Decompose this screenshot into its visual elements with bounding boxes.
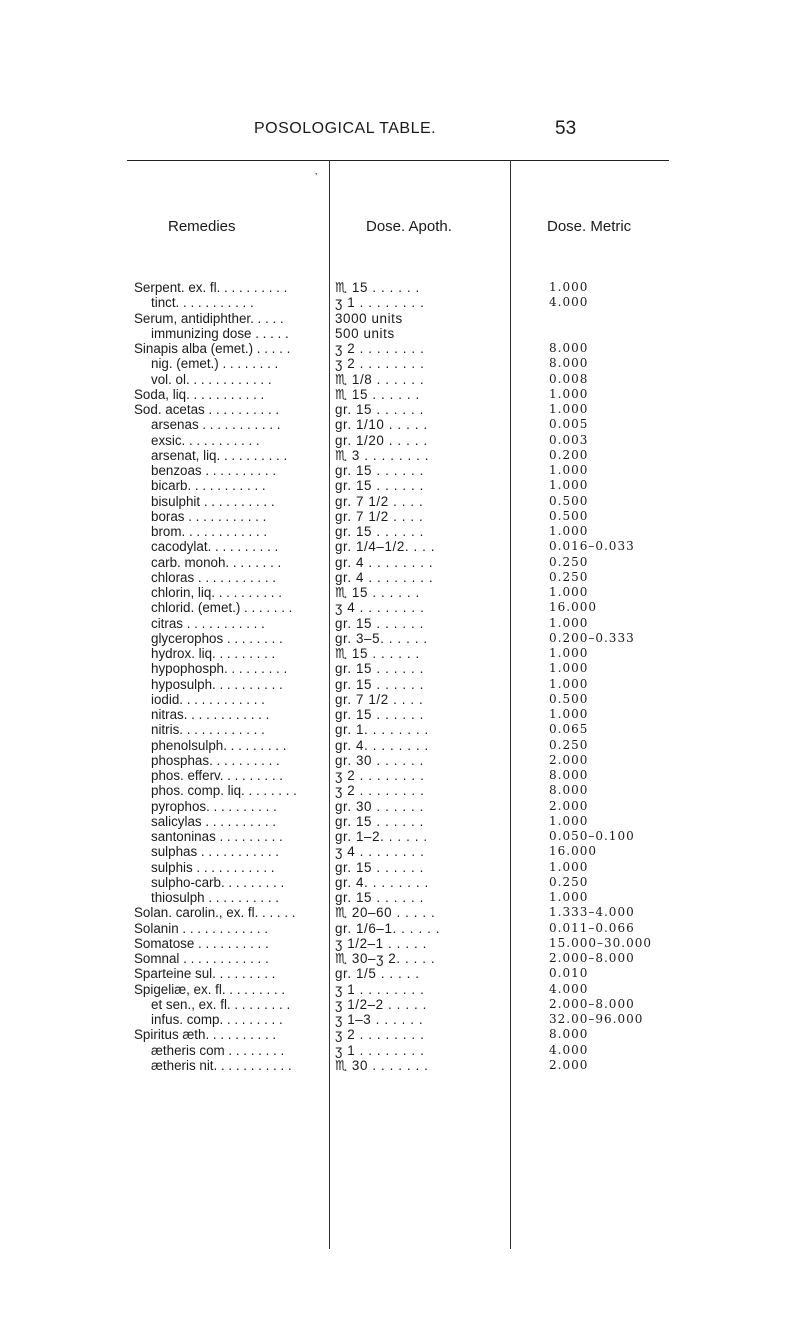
remedy-name: hyposulph. . . . . . . . . . — [151, 676, 283, 692]
dose-apoth: gr. 30 . . . . . . — [335, 798, 424, 814]
remedy-name: sulpho-carb. . . . . . . . . — [151, 874, 285, 890]
dose-metric: 0.016–0.033 — [549, 539, 635, 554]
table-row — [0, 936, 800, 951]
remedy-name: bisulphit . . . . . . . . . . — [151, 493, 275, 509]
dose-apoth: gr. 1/20 . . . . . — [335, 432, 428, 448]
table-row — [0, 799, 800, 814]
dose-apoth: gr. 4. . . . . . . . — [335, 874, 429, 890]
remedy-name: phos. comp. liq. . . . . . . . — [151, 783, 297, 799]
table-row — [0, 905, 800, 920]
dose-apoth: ʒ 1–3 . . . . . . — [335, 1012, 424, 1027]
table-row — [0, 433, 800, 448]
dose-metric: 1.000 — [549, 646, 589, 660]
dose-apoth: gr. 15 . . . . . . — [335, 859, 424, 875]
remedy-name: benzoas . . . . . . . . . . — [151, 463, 277, 478]
table-row — [0, 631, 800, 646]
table-row — [0, 311, 800, 326]
table-row — [0, 1027, 800, 1042]
table-row — [0, 570, 800, 585]
dose-metric: 1.000 — [549, 813, 589, 828]
table-row — [0, 600, 800, 615]
remedy-name: thiosulph . . . . . . . . . . — [151, 890, 280, 905]
table-row — [0, 417, 800, 432]
dose-metric: 0.050–0.100 — [549, 829, 635, 843]
table-row — [0, 768, 800, 783]
remedy-name: Somnal . . . . . . . . . . . . — [134, 951, 269, 966]
remedy-name: salicylas . . . . . . . . . . — [151, 813, 277, 829]
dose-metric: 0.008 — [549, 371, 589, 386]
remedy-name: chlorin, liq. . . . . . . . . . — [151, 585, 282, 600]
dose-metric: 4.000 — [549, 1042, 589, 1057]
table-row — [0, 585, 800, 600]
remedy-name: santoninas . . . . . . . . . — [151, 829, 283, 844]
table-row — [0, 844, 800, 859]
table-row — [0, 829, 800, 844]
remedy-name: phos. efferv. . . . . . . . . — [151, 768, 283, 783]
remedy-name: hydrox. liq. . . . . . . . . — [151, 646, 276, 661]
remedy-name: Serpent. ex. fl. . . . . . . . . . — [134, 280, 288, 295]
table-row — [0, 555, 800, 570]
table-row — [0, 966, 800, 981]
table-row — [0, 539, 800, 554]
dose-metric: 1.000 — [549, 676, 589, 691]
remedy-name: Sparteine sul. . . . . . . . . — [134, 966, 276, 982]
remedy-name: phenolsulph. . . . . . . . . — [151, 737, 287, 753]
table-row — [0, 509, 800, 524]
dose-metric: 0.250 — [549, 737, 589, 752]
dose-metric: 2.000 — [549, 752, 589, 767]
dose-metric: 15.000–30.000 — [549, 935, 652, 950]
dose-metric: 0.500 — [549, 493, 589, 508]
dose-metric: 1.000 — [549, 386, 589, 401]
table-row — [0, 722, 800, 737]
table-row — [0, 387, 800, 402]
table-row — [0, 494, 800, 509]
dose-apoth: ♏ 30 . . . . . . . — [335, 1057, 429, 1073]
dose-apoth: gr. 15 . . . . . . — [335, 615, 424, 631]
remedy-name: Sod. acetas . . . . . . . . . . — [134, 402, 280, 417]
dose-metric: 1.000 — [549, 890, 589, 904]
dose-apoth: 500 units — [335, 325, 395, 341]
table-row — [0, 478, 800, 493]
dose-metric: 2.000–8.000 — [549, 996, 635, 1011]
dose-metric: 16.000 — [549, 600, 597, 615]
table-row — [0, 951, 800, 966]
dose-metric: 2.000–8.000 — [549, 951, 635, 965]
dose-metric: 1.000 — [549, 478, 589, 493]
dose-metric: 0.500 — [549, 691, 589, 706]
dose-apoth: gr. 4 . . . . . . . . — [335, 569, 434, 585]
table-row — [0, 783, 800, 798]
remedy-name: cacodylat. . . . . . . . . . — [151, 539, 279, 555]
table-row — [0, 448, 800, 463]
table-row — [0, 814, 800, 829]
dose-metric: 1.000 — [549, 707, 589, 721]
table-body — [0, 280, 800, 1073]
column-header-remedies: Remedies — [168, 218, 236, 235]
dose-apoth: ♏ 3 . . . . . . . . — [335, 447, 430, 463]
dose-metric: 2.000 — [549, 798, 589, 813]
remedy-name: sulphas . . . . . . . . . . . — [151, 844, 280, 860]
table-row — [0, 997, 800, 1012]
table-row — [0, 875, 800, 890]
dose-apoth: gr. 15 . . . . . . — [335, 478, 424, 494]
remedy-name: nitris. . . . . . . . . . . . — [151, 722, 265, 738]
dose-apoth: ʒ 1 . . . . . . . . — [335, 981, 425, 997]
remedy-name: vol. ol. . . . . . . . . . . . — [151, 371, 272, 387]
table-row — [0, 677, 800, 692]
remedy-name: carb. monoh. . . . . . . . — [151, 554, 282, 570]
remedy-name: arsenat, liq. . . . . . . . . . — [151, 447, 288, 463]
table-row — [0, 661, 800, 676]
table-top-rule — [127, 160, 669, 161]
dose-metric: 0.010 — [549, 966, 589, 981]
table-row — [0, 982, 800, 997]
remedy-name: chlorid. (emet.) . . . . . . . — [151, 600, 293, 616]
dose-apoth: gr. 1–2. . . . . . — [335, 829, 428, 844]
table-row — [0, 738, 800, 753]
running-head — [0, 120, 800, 142]
dose-apoth: gr. 1/6–1. . . . . . — [335, 920, 441, 936]
table-row — [0, 341, 800, 356]
table-row — [0, 524, 800, 539]
remedy-name: citras . . . . . . . . . . . — [151, 615, 265, 631]
dose-apoth: gr. 1/4–1/2. . . . — [335, 539, 436, 555]
remedy-name: Serum, antidiphther. . . . . — [134, 310, 284, 326]
table-row — [0, 646, 800, 661]
dose-apoth: ʒ 2 . . . . . . . . — [335, 356, 425, 372]
dose-apoth: gr. 15 . . . . . . — [335, 402, 424, 417]
dose-metric: 0.500 — [549, 508, 589, 523]
dose-metric: 0.011–0.066 — [549, 920, 635, 935]
dose-metric: 1.000 — [549, 661, 589, 676]
dose-apoth: gr. 30 . . . . . . — [335, 752, 424, 768]
table-row — [0, 463, 800, 478]
remedy-name: Soda, liq. . . . . . . . . . . — [134, 386, 265, 402]
dose-metric: 8.000 — [549, 341, 589, 355]
dose-apoth: ♏ 15 . . . . . . — [335, 646, 420, 661]
remedy-name: bicarb. . . . . . . . . . . — [151, 478, 266, 494]
dose-metric: 1.333–4.000 — [549, 905, 635, 920]
dose-apoth: ʒ 1 . . . . . . . . — [335, 295, 425, 311]
remedy-name: nitras. . . . . . . . . . . . — [151, 707, 270, 722]
dose-apoth: gr. 3–5. . . . . . — [335, 630, 428, 646]
dose-apoth: gr. 15 . . . . . . — [335, 890, 424, 905]
dose-apoth: gr. 4 . . . . . . . . — [335, 554, 434, 570]
remedy-name: Sinapis alba (emet.) . . . . . — [134, 341, 291, 356]
dose-metric: 0.250 — [549, 569, 589, 584]
table-row — [0, 692, 800, 707]
remedy-name: nig. (emet.) . . . . . . . . — [151, 356, 279, 372]
dose-apoth: ♏ 30–ʒ 2. . . . . — [335, 951, 436, 966]
remedy-name: ætheris nit. . . . . . . . . . . — [151, 1057, 292, 1073]
dose-metric: 0.200–0.333 — [549, 630, 635, 645]
table-row — [0, 326, 800, 341]
dose-metric: 8.000 — [549, 1027, 589, 1042]
remedy-name: boras . . . . . . . . . . . — [151, 508, 267, 524]
remedy-name: ætheris com . . . . . . . . — [151, 1042, 285, 1058]
table-row — [0, 707, 800, 722]
table-row — [0, 890, 800, 905]
remedy-name: arsenas . . . . . . . . . . . — [151, 417, 281, 433]
dose-metric: 4.000 — [549, 295, 589, 310]
table-row — [0, 1058, 800, 1073]
dose-metric: 1.000 — [549, 280, 589, 294]
dose-apoth: gr. 7 1/2 . . . . — [335, 493, 424, 509]
remedy-name: immunizing dose . . . . . — [151, 325, 289, 341]
dose-metric: 0.003 — [549, 432, 589, 447]
table-row — [0, 860, 800, 875]
table-row — [0, 372, 800, 387]
dose-apoth: 3000 units — [335, 310, 403, 326]
remedy-name: chloras . . . . . . . . . . . — [151, 569, 277, 585]
dose-apoth: ʒ 4 . . . . . . . . — [335, 844, 425, 860]
dose-metric: 1.000 — [549, 859, 589, 874]
dose-metric: 2.000 — [549, 1057, 589, 1072]
remedy-name: et sen., ex. fl. . . . . . . . . — [151, 996, 291, 1012]
dose-metric: 8.000 — [549, 768, 589, 782]
dose-metric: 0.250 — [549, 874, 589, 889]
remedy-name: brom. . . . . . . . . . . . — [151, 524, 268, 539]
dose-apoth: ʒ 4 . . . . . . . . — [335, 600, 425, 616]
dose-apoth: gr. 7 1/2 . . . . — [335, 508, 424, 524]
dose-metric: 1.000 — [549, 615, 589, 630]
remedy-name: glycerophos . . . . . . . . — [151, 630, 283, 646]
remedy-name: Somatose . . . . . . . . . . — [134, 935, 269, 951]
dose-apoth: ʒ 2 . . . . . . . . — [335, 768, 425, 783]
dose-apoth: ʒ 2 . . . . . . . . — [335, 341, 425, 356]
remedy-name: iodid. . . . . . . . . . . . — [151, 691, 265, 707]
remedy-name: hypophosph. . . . . . . . . — [151, 661, 288, 677]
remedy-name: Spigeliæ, ex. fl. . . . . . . . . — [134, 981, 286, 997]
dose-metric: 32.00–96.000 — [549, 1012, 644, 1026]
dose-metric: 0.005 — [549, 417, 589, 432]
dose-apoth: gr. 15 . . . . . . — [335, 676, 424, 692]
remedy-name: infus. comp. . . . . . . . . — [151, 1012, 283, 1027]
dose-apoth: ♏ 1/8 . . . . . . — [335, 371, 425, 387]
remedy-name: Spiritus æth. . . . . . . . . . — [134, 1027, 277, 1043]
dose-metric: 4.000 — [549, 981, 589, 996]
dose-apoth: gr. 15 . . . . . . — [335, 463, 424, 478]
dose-metric: 1.000 — [549, 463, 589, 477]
table-row — [0, 295, 800, 310]
dose-apoth: gr. 15 . . . . . . — [335, 661, 424, 677]
remedy-name: sulphis . . . . . . . . . . . — [151, 859, 275, 875]
dose-metric: 1.000 — [549, 585, 589, 599]
column-header-dose-apoth: Dose. Apoth. — [366, 218, 452, 235]
dose-apoth: gr. 1. . . . . . . . — [335, 722, 429, 738]
remedy-name: Solan. carolin., ex. fl. . . . . . — [134, 905, 296, 921]
table-row — [0, 921, 800, 936]
dose-metric: 0.065 — [549, 722, 589, 737]
dose-apoth: ♏ 15 . . . . . . — [335, 386, 420, 402]
remedy-name: pyrophos. . . . . . . . . . — [151, 798, 277, 814]
dose-apoth: ʒ 1/2–2 . . . . . — [335, 996, 427, 1012]
table-row — [0, 402, 800, 417]
remedy-name: exsic. . . . . . . . . . . — [151, 432, 260, 448]
running-title: POSOLOGICAL TABLE. — [254, 120, 437, 137]
dose-metric: 1.000 — [549, 524, 589, 538]
dose-apoth: gr. 1/10 . . . . . — [335, 417, 428, 433]
dose-apoth: gr. 1/5 . . . . . — [335, 966, 420, 982]
dose-apoth: ʒ 2 . . . . . . . . — [335, 783, 425, 799]
table-row — [0, 356, 800, 371]
dose-apoth: gr. 15 . . . . . . — [335, 524, 424, 539]
table-row — [0, 1043, 800, 1058]
dose-metric: 0.200 — [549, 447, 589, 462]
dose-apoth: ♏ 15 . . . . . . — [335, 585, 420, 600]
dose-metric: 16.000 — [549, 844, 597, 859]
dose-metric: 1.000 — [549, 402, 589, 416]
remedy-name: phosphas. . . . . . . . . . — [151, 752, 280, 768]
table-row — [0, 753, 800, 768]
dose-metric: 8.000 — [549, 783, 589, 798]
dose-apoth: gr. 7 1/2 . . . . — [335, 691, 424, 707]
dose-apoth: ʒ 2 . . . . . . . . — [335, 1027, 425, 1043]
dose-apoth: gr. 15 . . . . . . — [335, 813, 424, 829]
dose-metric: 0.250 — [549, 554, 589, 569]
table-row — [0, 616, 800, 631]
dose-apoth: ʒ 1/2–1 . . . . . — [335, 935, 427, 951]
header-mark: ’ — [315, 172, 318, 183]
table-row — [0, 1012, 800, 1027]
dose-apoth: gr. 15 . . . . . . — [335, 707, 424, 722]
column-header-dose-metric: Dose. Metric — [547, 218, 632, 235]
dose-apoth: gr. 4. . . . . . . . — [335, 737, 429, 753]
page-number: 53 — [555, 118, 577, 139]
table-row — [0, 280, 800, 295]
dose-apoth: ♏ 15 . . . . . . — [335, 280, 420, 295]
dose-apoth: ♏ 20–60 . . . . . — [335, 905, 436, 921]
dose-apoth: ʒ 1 . . . . . . . . — [335, 1042, 425, 1058]
remedy-name: Solanin . . . . . . . . . . . . — [134, 920, 268, 936]
dose-metric: 8.000 — [549, 356, 589, 371]
remedy-name: tinct. . . . . . . . . . . — [151, 295, 254, 311]
